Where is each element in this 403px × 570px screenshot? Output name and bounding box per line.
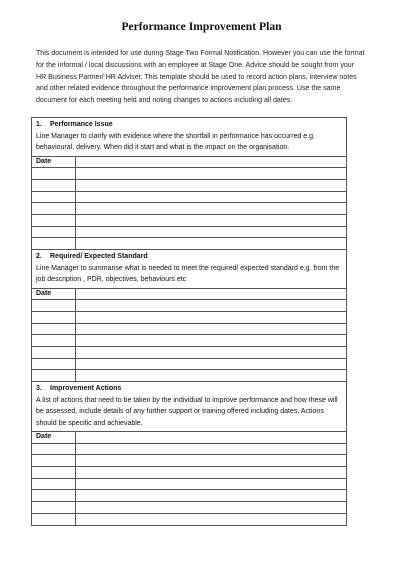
entry-cell[interactable] xyxy=(76,335,347,347)
date-cell[interactable] xyxy=(32,238,76,250)
entry-row[interactable] xyxy=(32,203,347,215)
entry-row[interactable] xyxy=(32,191,347,203)
date-cell[interactable] xyxy=(32,311,76,323)
entry-cell[interactable] xyxy=(76,346,347,358)
date-cell[interactable] xyxy=(32,226,76,238)
entry-cell[interactable] xyxy=(76,467,347,479)
entry-cell[interactable] xyxy=(76,478,347,490)
entry-row[interactable] xyxy=(32,238,347,250)
entry-cell[interactable] xyxy=(76,203,347,215)
date-cell[interactable] xyxy=(32,214,76,226)
entry-row[interactable] xyxy=(32,311,347,323)
date-cell[interactable] xyxy=(32,370,76,382)
date-cell[interactable] xyxy=(32,513,76,525)
section-description: A list of actions that need to be taken by the individual to improve performance and how these will be assessed, include details of any further support or training offered including dates. Actions should be specific and achievable. xyxy=(36,396,338,427)
date-cell[interactable] xyxy=(32,502,76,514)
entry-row[interactable] xyxy=(32,443,347,455)
section-number: 3. xyxy=(36,385,42,392)
date-header-row xyxy=(32,288,347,300)
entry-row[interactable] xyxy=(32,467,347,479)
section-number: 2. xyxy=(36,253,42,260)
date-cell[interactable] xyxy=(32,191,76,203)
date-cell[interactable] xyxy=(32,443,76,455)
plan-form-table xyxy=(31,117,347,526)
section-header xyxy=(32,382,347,432)
date-cell[interactable] xyxy=(32,490,76,502)
entry-cell[interactable] xyxy=(76,168,347,180)
entry-cell[interactable] xyxy=(76,502,347,514)
section-title-text: Performance Issue xyxy=(50,121,113,128)
entry-cell[interactable] xyxy=(76,323,347,335)
entry-cell[interactable] xyxy=(76,300,347,312)
entry-cell[interactable] xyxy=(76,238,347,250)
entry-cell[interactable] xyxy=(76,226,347,238)
entry-row[interactable] xyxy=(32,455,347,467)
entry-cell[interactable] xyxy=(76,358,347,370)
entry-row[interactable] xyxy=(32,478,347,490)
entry-cell[interactable] xyxy=(76,179,347,191)
date-cell[interactable] xyxy=(32,300,76,312)
entry-cell[interactable] xyxy=(76,311,347,323)
entry-row[interactable] xyxy=(32,323,347,335)
entry-cell[interactable] xyxy=(76,490,347,502)
section-number: 1. xyxy=(36,121,42,128)
entry-row[interactable] xyxy=(32,346,347,358)
date-cell[interactable] xyxy=(32,323,76,335)
date-cell[interactable] xyxy=(32,478,76,490)
section-title-text: Required/ Expected Standard xyxy=(50,253,148,260)
entry-cell[interactable] xyxy=(76,191,347,203)
date-cell[interactable] xyxy=(32,335,76,347)
entry-cell[interactable] xyxy=(76,513,347,525)
date-column-label: Date xyxy=(32,288,76,300)
entry-row[interactable] xyxy=(32,168,347,180)
page-title: Performance Improvement Plan xyxy=(121,20,282,33)
entry-row[interactable] xyxy=(32,502,347,514)
date-cell[interactable] xyxy=(32,168,76,180)
date-column-label: Date xyxy=(32,432,76,444)
entry-cell[interactable] xyxy=(76,455,347,467)
entry-row[interactable] xyxy=(32,226,347,238)
section-title xyxy=(36,383,342,395)
entry-column-header xyxy=(76,288,347,300)
entry-column-header xyxy=(76,156,347,168)
date-column-label: Date xyxy=(32,156,76,168)
section-title xyxy=(36,251,342,263)
section-header xyxy=(32,118,347,157)
date-cell[interactable] xyxy=(32,179,76,191)
entry-row[interactable] xyxy=(32,513,347,525)
entry-row[interactable] xyxy=(32,179,347,191)
entry-row[interactable] xyxy=(32,370,347,382)
section-header xyxy=(32,250,347,289)
date-cell[interactable] xyxy=(32,346,76,358)
section-description: Line Manager to summarise what is needed to meet the required/ expected standard e.g. from the job description , PDR, objectives, behaviours etc xyxy=(36,264,340,283)
section-title xyxy=(36,119,342,131)
date-cell[interactable] xyxy=(32,203,76,215)
entry-cell[interactable] xyxy=(76,370,347,382)
section-title-text: Improvement Actions xyxy=(50,385,122,392)
section-description: Line Manager to clarify with evidence where the shortfall in performance has occurred e.g. behavioural, delivery. When did it start and what is the impact on the organisation. xyxy=(36,132,315,151)
entry-cell[interactable] xyxy=(76,214,347,226)
date-header-row xyxy=(32,432,347,444)
date-cell[interactable] xyxy=(32,455,76,467)
entry-column-header xyxy=(76,432,347,444)
entry-row[interactable] xyxy=(32,214,347,226)
date-cell[interactable] xyxy=(32,467,76,479)
entry-row[interactable] xyxy=(32,358,347,370)
entry-row[interactable] xyxy=(32,490,347,502)
date-header-row xyxy=(32,156,347,168)
entry-cell[interactable] xyxy=(76,443,347,455)
entry-row[interactable] xyxy=(32,300,347,312)
entry-row[interactable] xyxy=(32,335,347,347)
date-cell[interactable] xyxy=(32,358,76,370)
intro-paragraph: This document is intended for use during Stage Two Formal Notification. However you can use the format for the informal / local discussions with an employee at Stage One. Advice should be sought from your HR Business Partner/ HR Adviser. This template should be used to record action plans, interview notes and other related evidence throughout the performance improvement plan process. Use the same document for each meeting held and noting changes to actions including all dates. xyxy=(36,50,365,105)
